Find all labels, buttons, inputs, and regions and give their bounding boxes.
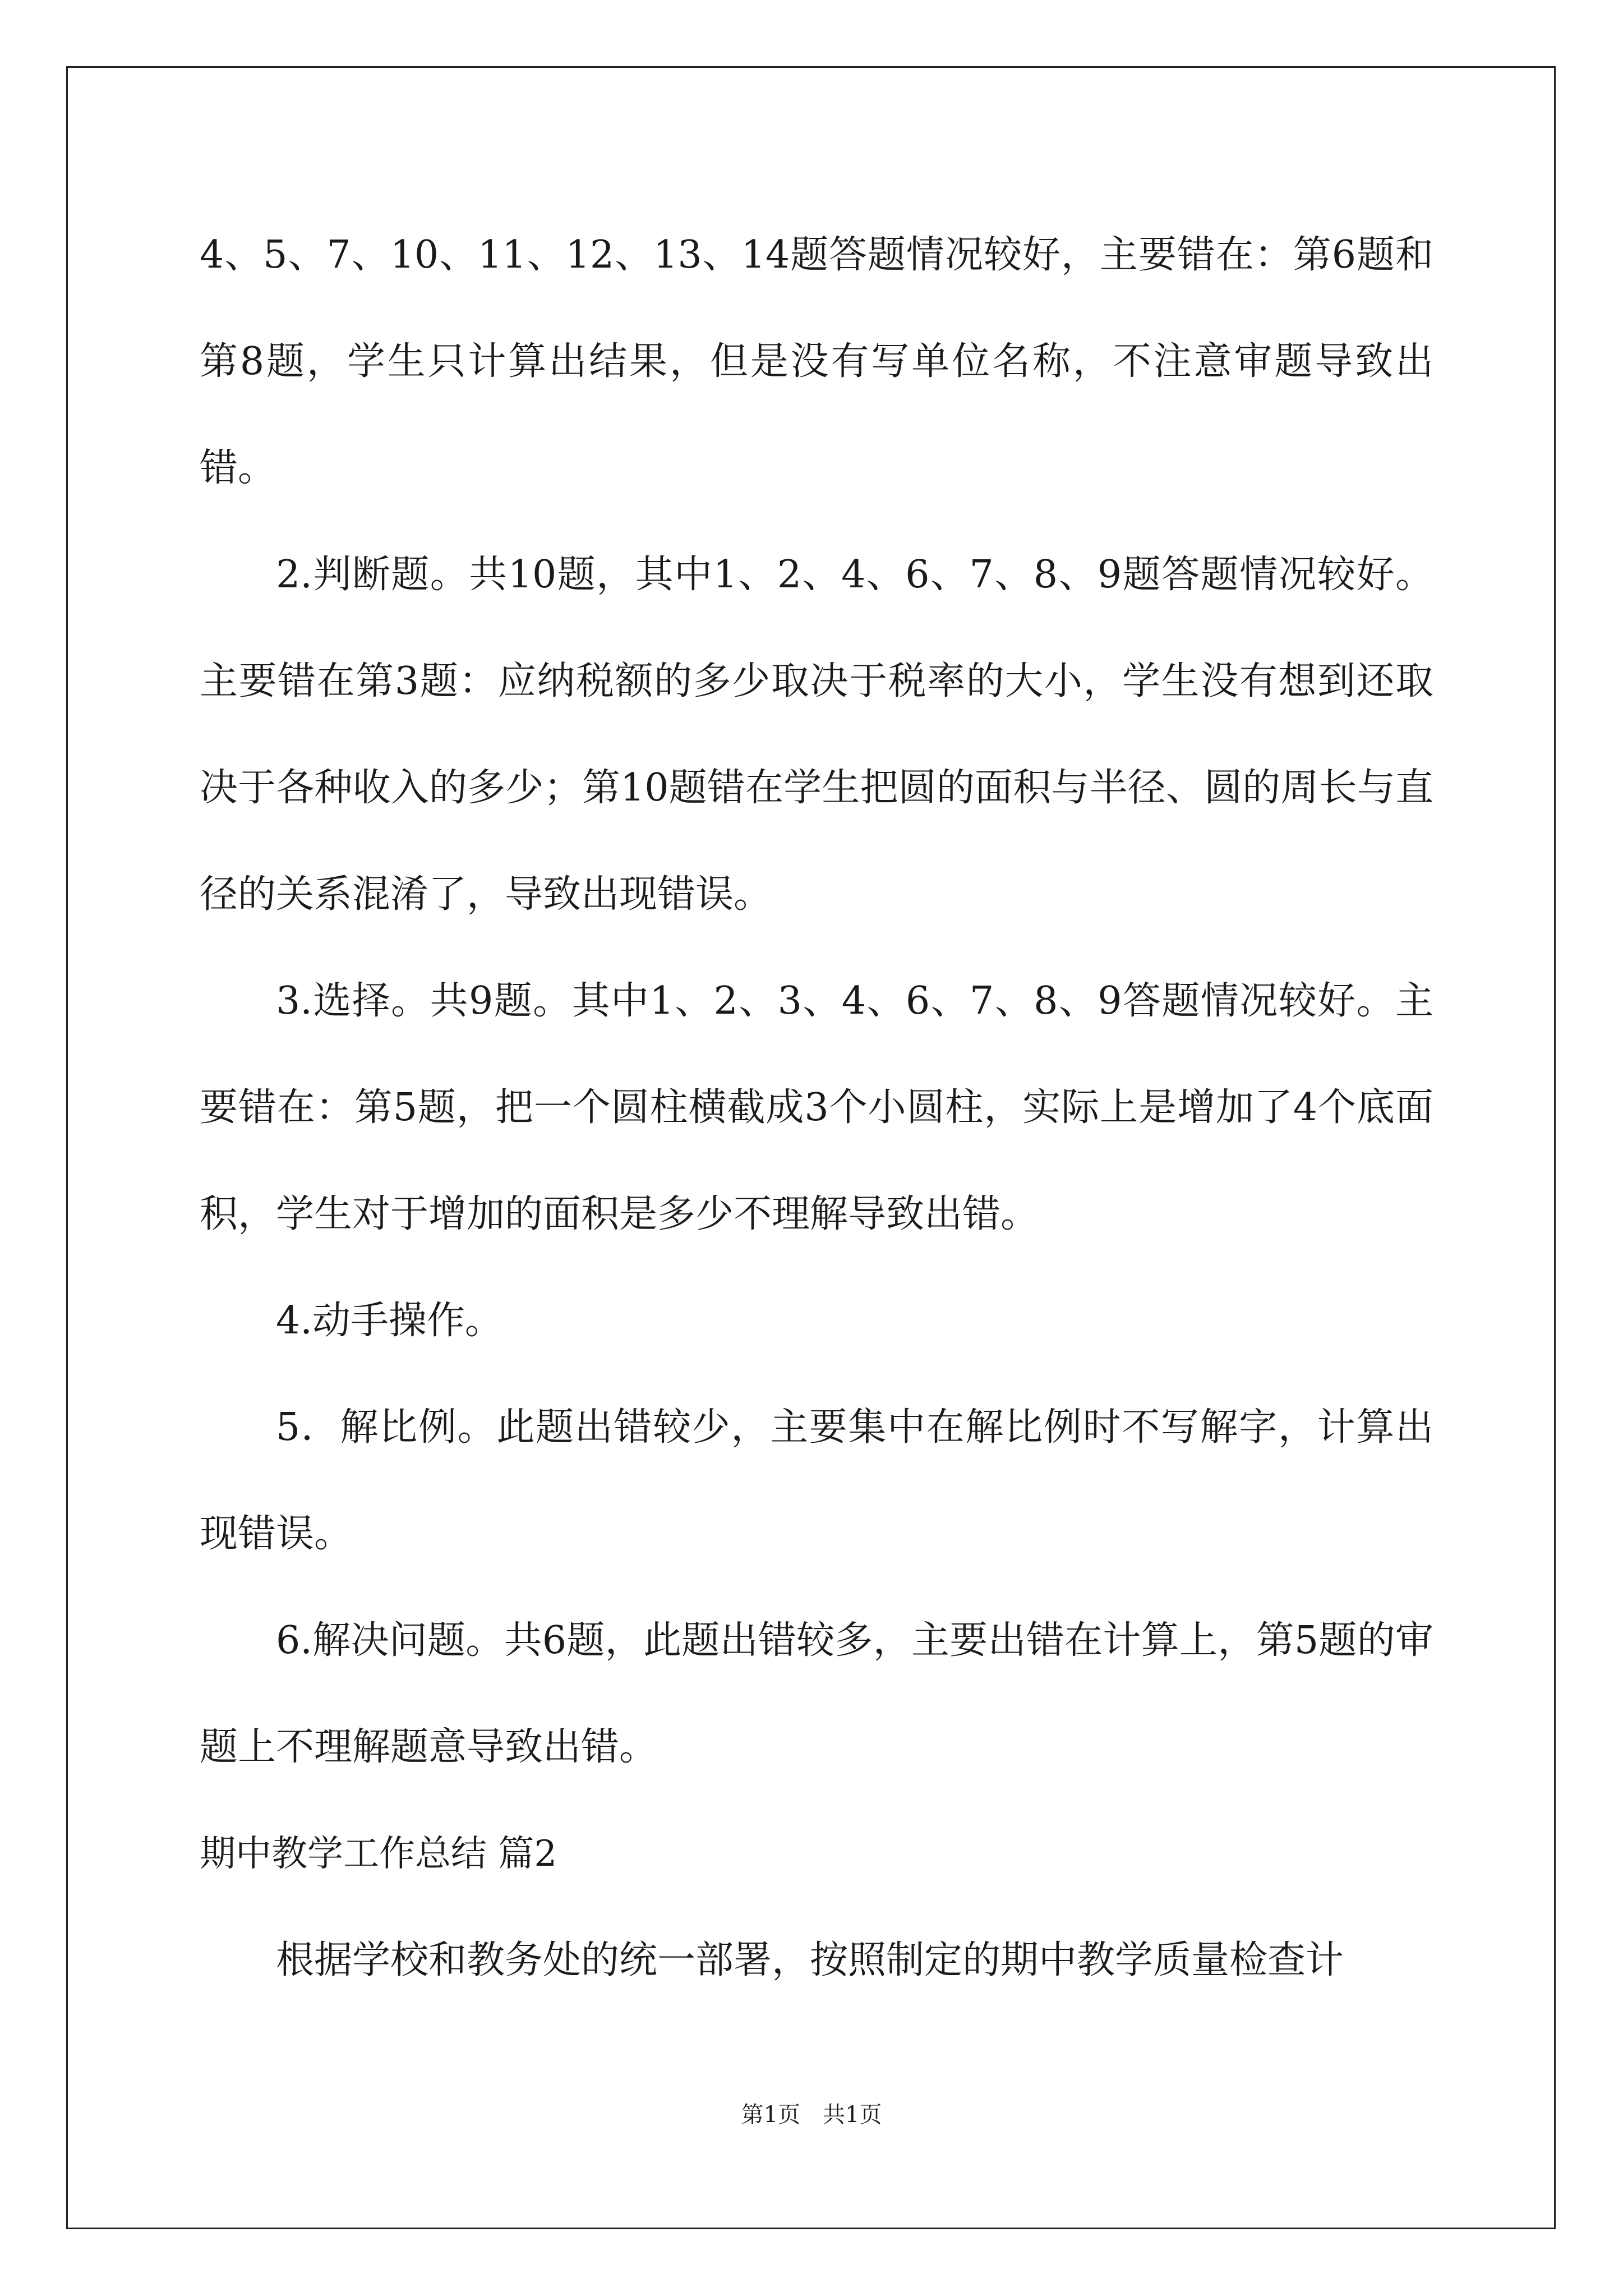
paragraph-1: 4、5、7、10、11、12、13、14题答题情况较好，主要错在：第6题和第8题，学生只计算出结果，但是没有写单位名称，不注意审题导致出错。: [200, 233, 1433, 490]
section-heading: 期中教学工作总结 篇2: [200, 1833, 557, 1875]
paragraph-6: 6.解决问题。共6题，此题出错较多，主要出错在计算上，第5题的审题上不理解题意导致出错。: [200, 1618, 1433, 1769]
paragraph-2: 2.判断题。共10题，其中1、2、4、6、7、8、9题答题情况较好。主要错在第3题：应纳税额的多少取决于税率的大小，学生没有想到还取决于各种收入的多少；第10题错在学生把圆的面积与半径、圆的周长与直径的关系混淆了，导致出现错误。: [200, 553, 1433, 917]
closing-paragraph: 根据学校和教务处的统一部署，按照制定的期中教学质量检查计: [276, 1938, 1344, 1982]
page-footer: 第1页 共1页: [741, 2102, 882, 2128]
paragraph-5: 5．解比例。此题出错较少，主要集中在解比例时不写解字，计算出现错误。: [200, 1405, 1433, 1556]
document-body: [200, 202, 1433, 2014]
paragraph-4: 4.动手操作。: [276, 1299, 503, 1343]
paragraph-3: 3.选择。共9题。其中1、2、3、4、6、7、8、9答题情况较好。主要错在：第5题，把一个圆柱横截成3个小圆柱，实际上是增加了4个底面积，学生对于增加的面积是多少不理解导致出错。: [200, 979, 1433, 1236]
